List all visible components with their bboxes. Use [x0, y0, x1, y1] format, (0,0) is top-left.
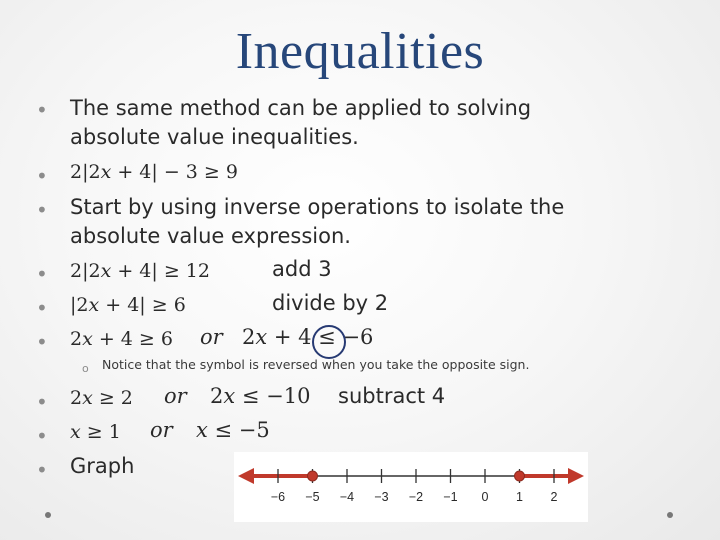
step-note-divide: divide by 2	[272, 291, 389, 315]
equation-subtract-right: 2𝑥 ≤ −10	[210, 384, 311, 408]
tick-label: 1	[516, 490, 523, 504]
or-label: 𝑜𝑟	[200, 325, 223, 349]
bullet-dot: •	[36, 390, 48, 414]
corner-dot-right	[667, 512, 673, 518]
equation-split-right: 2𝑥 + 4 ≤ −6	[242, 325, 374, 349]
tick-label: −2	[408, 490, 424, 504]
graph-label: Graph	[70, 454, 135, 478]
tick-label: −1	[443, 490, 458, 504]
step-note-add: add 3	[272, 257, 332, 281]
tick-label: −5	[305, 490, 320, 504]
solution-left: 𝑥 ≥ 1	[70, 421, 121, 443]
number-line-graph	[234, 452, 588, 522]
closed-point	[515, 471, 525, 481]
bullet-dot: •	[36, 164, 48, 188]
sub-bullet-marker: o	[82, 362, 89, 375]
equation-step-add: 2|2𝑥 + 4| ≥ 12	[70, 260, 210, 282]
highlight-circle	[312, 325, 346, 359]
arrow-right-icon	[568, 468, 584, 484]
bullet-dot: •	[36, 198, 48, 222]
equation-subtract-left: 2𝑥 ≥ 2	[70, 387, 133, 409]
bullet-dot: •	[36, 330, 48, 354]
bullet-dot: •	[36, 424, 48, 448]
bullet-dot: •	[36, 296, 48, 320]
corner-dot-left	[45, 512, 51, 518]
bullet-text-line-1: The same method can be applied to solving	[70, 96, 532, 120]
bullet-text-line-1: Start by using inverse operations to isolate the	[70, 195, 565, 219]
solution-right: 𝑥 ≤ −5	[196, 418, 270, 442]
arrow-left-icon	[238, 468, 254, 484]
closed-point	[308, 471, 318, 481]
bullet-dot: •	[36, 458, 48, 482]
step-note-subtract: subtract 4	[338, 384, 446, 408]
bullet-dot: •	[36, 262, 48, 286]
equation-split-left: 2𝑥 + 4 ≥ 6	[70, 328, 173, 350]
bullet-text-line-2: absolute value expression.	[70, 224, 351, 248]
equation-original: 2|2𝑥 + 4| − 3 ≥ 9	[70, 161, 238, 183]
bullet-dot: •	[36, 98, 48, 122]
or-label: 𝑜𝑟	[164, 384, 187, 408]
tick-label: 0	[481, 490, 489, 504]
tick-label: 2	[550, 490, 558, 504]
bullet-text-line-2: absolute value inequalities.	[70, 125, 359, 149]
slide-title: Inequalities	[235, 23, 485, 80]
or-label: 𝑜𝑟	[150, 418, 173, 442]
equation-step-divide: |2𝑥 + 4| ≥ 6	[70, 294, 186, 316]
tick-label: −3	[374, 490, 389, 504]
tick-label: −6	[270, 490, 286, 504]
tick-label: −4	[339, 490, 355, 504]
sub-bullet-note: Notice that the symbol is reversed when you take the opposite sign.	[102, 357, 530, 372]
